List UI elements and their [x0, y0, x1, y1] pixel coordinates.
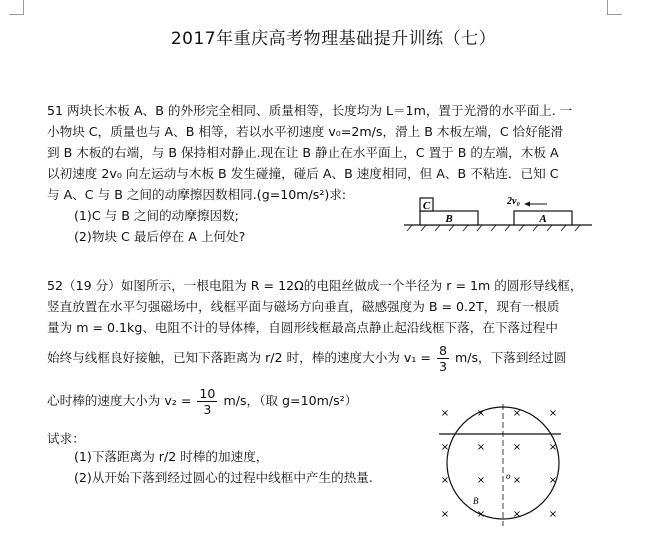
problem-51-line: 小物块 C，质量也与 A、B 相等，若以水平初速度 v₀=2m/s，滑上 B 木板左端，C 恰好能滑: [47, 124, 564, 139]
field-cross-mark: ×: [440, 408, 450, 419]
problem-52-line-v1: [47, 343, 566, 374]
fraction-v1: [437, 343, 449, 374]
field-cross-mark: ×: [476, 475, 486, 486]
label-center: o: [506, 471, 511, 481]
label-a: A: [539, 213, 547, 225]
label-c: C: [422, 200, 431, 212]
field-cross-mark: ×: [440, 442, 450, 453]
label-b: B: [445, 213, 453, 225]
field-cross-mark: ×: [440, 509, 450, 520]
magnetic-field-crosses: [441, 408, 557, 520]
arrow-head-icon: [524, 202, 530, 207]
problem-52-line-v2: [47, 386, 357, 417]
problem-52-line: 竖直放置在水平匀强磁场中，线框平面与磁场方向垂直，磁感强度为 B = 0.2T，现有一根质: [47, 299, 560, 314]
field-cross-mark: ×: [476, 442, 486, 453]
field-cross-mark: ×: [548, 509, 558, 520]
problem-52-line: 量为 m = 0.1kg、电阻不计的导体棒，自圆形线框最高点静止起沿线框下落，在下落过程中: [47, 320, 558, 335]
field-cross-mark: ×: [476, 408, 486, 419]
fraction-v2: [197, 386, 217, 417]
fraction-denominator: 3: [203, 402, 212, 417]
field-cross-mark: ×: [512, 408, 522, 419]
page-title: 2017年重庆高考物理基础提升训练（七）: [170, 29, 497, 49]
problem-51-question-1: (1)C 与 B 之间的动摩擦因数;: [74, 208, 239, 223]
problem-52-ask: 试求：: [47, 431, 85, 446]
problem-51-line: 以初速度 2v₀ 向左运动与木板 B 发生碰撞，碰后 A、B 速度相同，但 A、B 不粘连．已知 C: [47, 166, 559, 181]
problem-51-figure: [404, 192, 604, 238]
problem-51-line: 51 两块长木板 A、B 的外形完全相同、质量相等，长度均为 L＝1m，置于光滑的水平面上. 一: [47, 103, 573, 118]
label-field: B: [473, 496, 479, 506]
field-cross-mark: ×: [512, 442, 522, 453]
problem-52-text: [47, 275, 612, 338]
problem-52-figure: [433, 400, 573, 530]
label-velocity: 2v₀: [507, 196, 520, 207]
problem-51-line: 与 A、C 与 B 之间的动摩擦因数相同.(g=10m/s²)求:: [47, 187, 347, 202]
fraction-numerator: 8: [438, 343, 447, 358]
problem-51-question-2: (2)物块 C 最后停在 A 上何处?: [74, 229, 246, 244]
field-cross-mark: ×: [548, 408, 558, 419]
field-cross-mark: ×: [512, 509, 522, 520]
problem-51-line: 到 B 木板的右端，与 B 保持相对静止.现在让 B 静止在水平面上，C 置于 B 的左端，木板 A: [47, 145, 559, 160]
line-text: m/s，下落到经过圆: [454, 350, 567, 365]
line-text: 始终与线框良好接触，已知下落距离为 r/2 时，棒的速度大小为 v₁ =: [47, 350, 431, 365]
line-text: 心时棒的速度大小为 v₂ =: [47, 393, 192, 408]
problem-52-question-2: (2)从开始下落到经过圆心的过程中线框中产生的热量.: [74, 470, 373, 485]
problem-52-line: 52（19 分）如图所示，一根电阻为 R = 12Ω的电阻丝做成一个半径为 r = 1m 的圆形导线框，: [47, 278, 583, 293]
field-cross-mark: ×: [548, 442, 558, 453]
problem-52-question-1: (1)下落距离为 r/2 时棒的加速度，: [74, 449, 269, 464]
page-corner-mark: [9, 0, 24, 15]
fraction-denominator: 3: [438, 359, 447, 374]
field-cross-mark: ×: [440, 475, 450, 486]
field-cross-mark: ×: [476, 509, 486, 520]
line-text: m/s，（取 g=10m/s²）: [223, 393, 358, 408]
ground-hatching: [407, 225, 580, 231]
fraction-numerator: 10: [199, 386, 216, 401]
page-corner-mark: [607, 0, 622, 15]
field-cross-mark: ×: [512, 475, 522, 486]
problem-51-text: [47, 100, 612, 205]
field-cross-mark: ×: [548, 475, 558, 486]
